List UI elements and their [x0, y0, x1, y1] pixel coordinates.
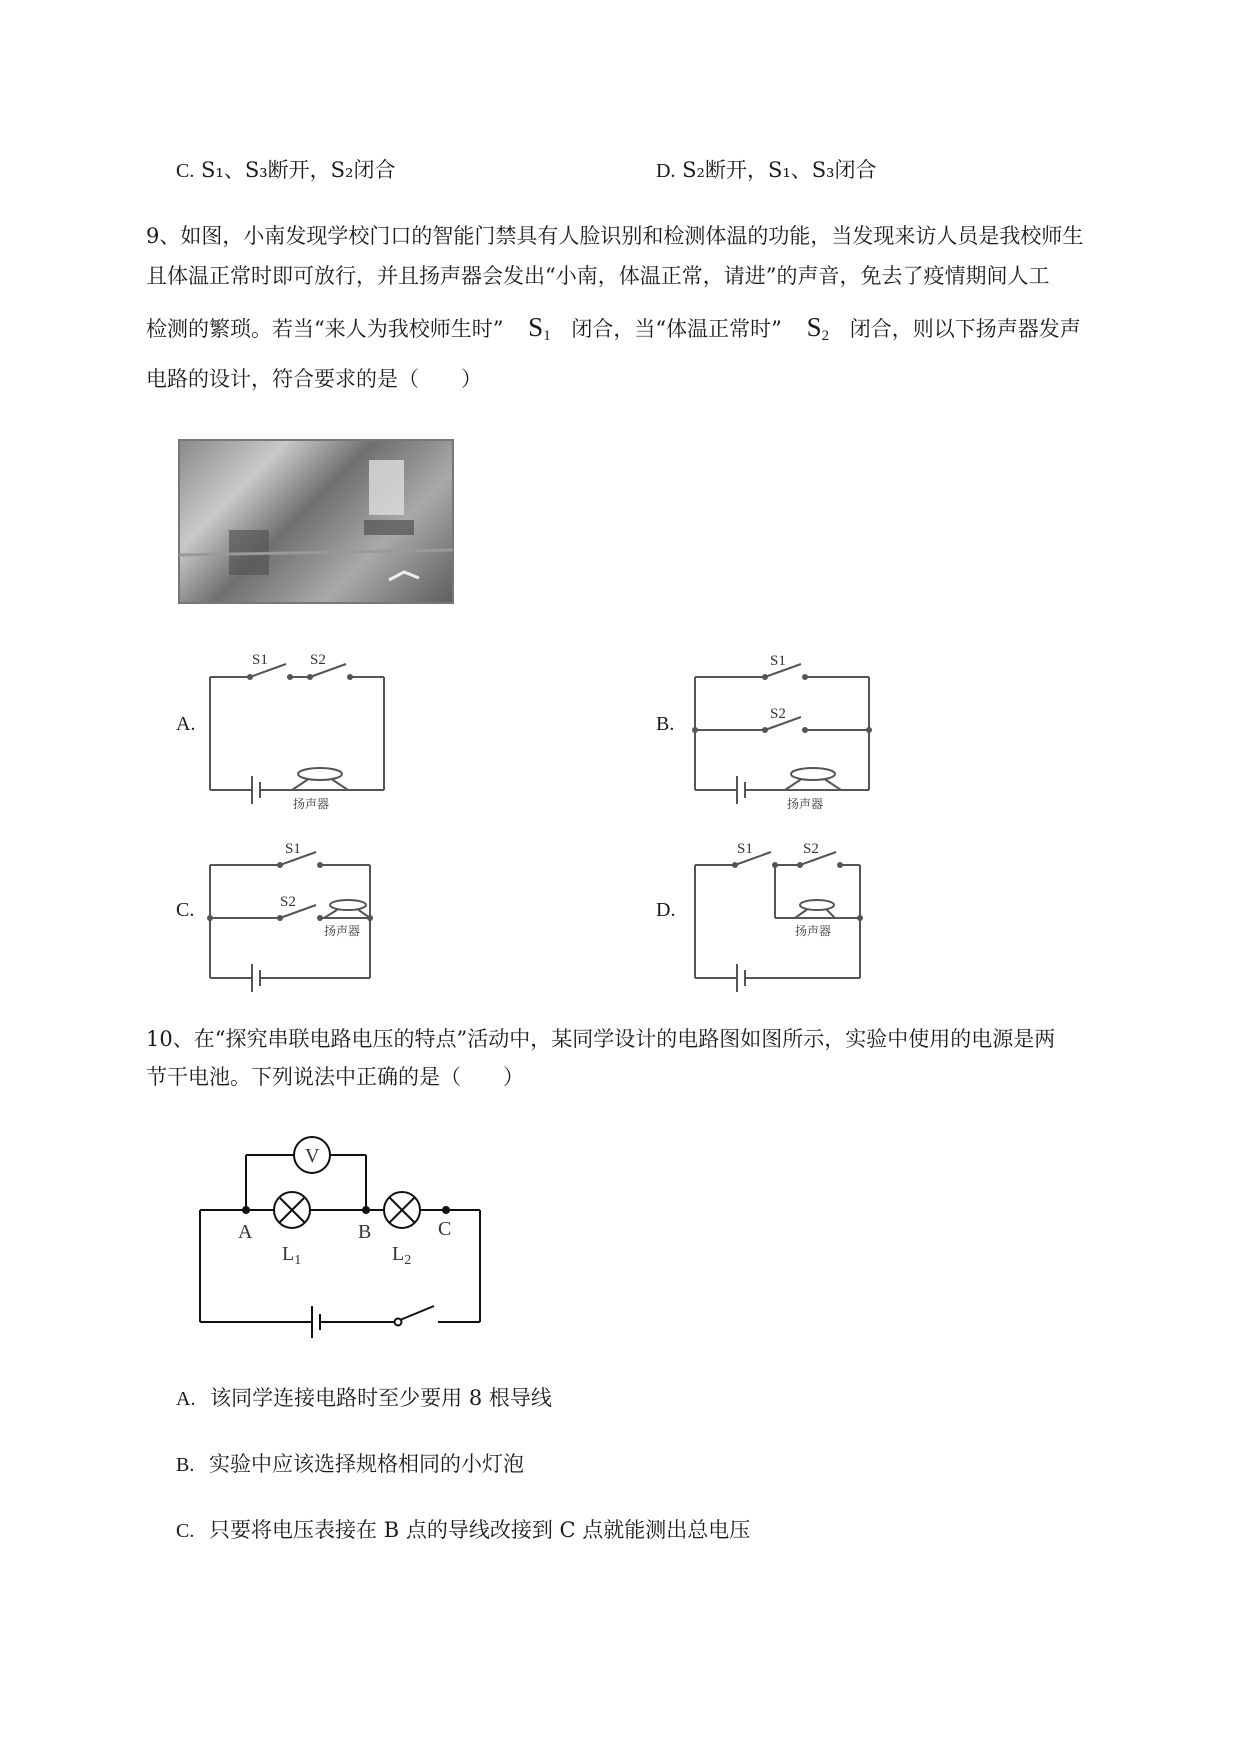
speaker-icon [324, 900, 370, 918]
q9-option-a-letter: A. [176, 713, 196, 735]
q9-option-c-letter: C. [176, 899, 195, 921]
option-text: S₂断开，S₁、S₃闭合 [682, 158, 877, 182]
option-letter: D. [656, 160, 676, 182]
point-a-label: A [238, 1221, 253, 1243]
label-s1: S1 [737, 841, 753, 857]
label-s2: S2 [280, 894, 296, 910]
voltmeter-icon [294, 1137, 330, 1173]
q10-line-2: 节干电池。下列说法中正确的是（ ） [146, 1065, 524, 1089]
q9-line-2: 且体温正常时即可放行，并且扬声器会发出“小南，体温正常，请进”的声音，免去了疫情期间人工 [146, 264, 1050, 288]
q9-line3-part-c: 闭合，则以下扬声器发声 [849, 317, 1081, 341]
label-s2: S2 [770, 706, 786, 722]
q9-line-4: 电路的设计，符合要求的是（ ） [146, 367, 482, 391]
q10-option-c [176, 1516, 750, 1545]
option-text: 实验中应该选择规格相同的小灯泡 [209, 1452, 525, 1476]
circuit-c [200, 838, 400, 988]
label-speaker: 扬声器 [293, 797, 330, 811]
label-s1: S1 [252, 652, 268, 668]
point-b-label: B [358, 1221, 372, 1243]
option-text: 该同学连接电路时至少要用 8 根导线 [210, 1386, 552, 1410]
q8-option-d [656, 156, 877, 185]
q8-option-c [176, 156, 395, 185]
q10-line-1: 10、在“探究串联电路电压的特点”活动中，某同学设计的电路图如图所示，实验中使用的电源是两 [146, 1027, 1056, 1051]
q9-option-d-letter: D. [656, 899, 676, 921]
q10-option-b [176, 1450, 524, 1479]
q9-line-1: 9、如图，小南发现学校门口的智能门禁具有人脸识别和检测体温的功能，当发现来访人员是我校师生 [146, 224, 1084, 248]
gate-photo [179, 440, 453, 603]
gate-photo-sketch [179, 440, 453, 603]
q9-line3-part-a: 检测的繁琐。若当“来人为我校师生时” [146, 317, 504, 341]
label-s2: S2 [310, 652, 326, 668]
q10-circuit [190, 1120, 490, 1340]
label-speaker: 扬声器 [795, 924, 832, 938]
q9-line-3 [146, 313, 1081, 350]
label-s1: S1 [770, 653, 786, 669]
label-speaker: 扬声器 [324, 924, 361, 938]
option-text: 只要将电压表接在 B 点的导线改接到 C 点就能测出总电压 [209, 1518, 751, 1542]
lamp-l2-label: $L_2$ [392, 1243, 412, 1268]
speaker-icon [795, 900, 835, 918]
label-speaker: 扬声器 [787, 797, 824, 811]
label-s1: S1 [285, 841, 301, 857]
option-text: S₁、S₃断开，S₂闭合 [201, 158, 396, 182]
option-letter: A. [176, 1388, 196, 1410]
circuit-d [685, 838, 885, 988]
speaker-icon [785, 768, 841, 790]
voltmeter-label: V [305, 1145, 320, 1167]
point-c-label: C [438, 1218, 452, 1240]
option-letter: B. [176, 1454, 195, 1476]
option-letter: C. [176, 160, 195, 182]
q10-option-a [176, 1384, 552, 1413]
circuit-b [685, 650, 885, 811]
switch-s1-symbol: $S_1$ [528, 312, 551, 344]
label-s2: S2 [803, 841, 819, 857]
lamp-l1-label: $L_1$ [282, 1243, 302, 1268]
q9-line3-part-b: 闭合，当“体温正常时” [571, 317, 782, 341]
q9-option-b-letter: B. [656, 713, 675, 735]
speaker-icon [292, 768, 348, 790]
option-letter: C. [176, 1520, 195, 1542]
switch-s2-symbol: $S_2$ [806, 312, 830, 344]
circuit-a [200, 650, 400, 811]
lamp-l1-icon [274, 1192, 310, 1228]
lamp-l2-icon [384, 1192, 420, 1228]
